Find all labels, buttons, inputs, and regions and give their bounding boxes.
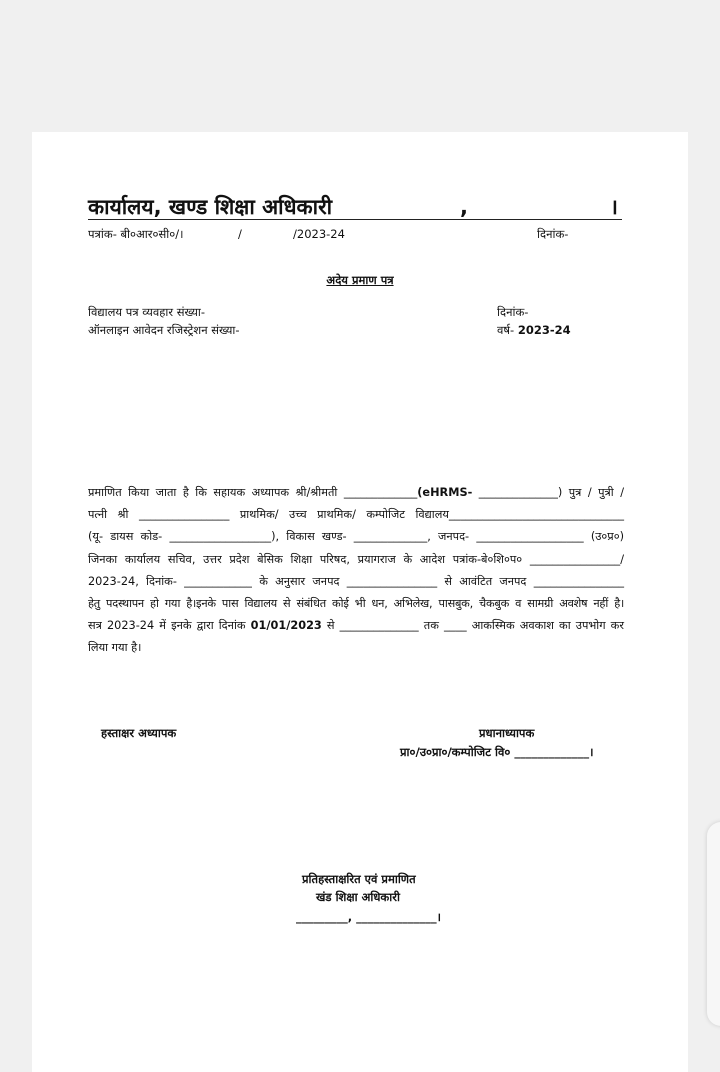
body-line	[88, 549, 624, 571]
text-segment: ), विकास खण्ड-	[271, 530, 347, 544]
ref-number: पत्रांक- बी०आर०सी०/।	[88, 227, 184, 241]
text-segment: ______________	[356, 910, 437, 924]
text-segment: आकस्मिक अवकाश का उपभोग कर	[471, 619, 624, 633]
text-segment: प्रा०/उ०प्रा०/कम्पोजिट वि०	[400, 745, 511, 759]
meta-date-label: दिनांक-	[497, 305, 529, 319]
text-segment: ________________	[533, 574, 625, 588]
text-segment: _____________	[353, 530, 428, 544]
document-page	[32, 132, 688, 1072]
body-line	[88, 482, 624, 504]
year-value: 2023-24	[517, 323, 571, 337]
body-line	[88, 615, 624, 637]
text-segment: ___________________	[476, 530, 584, 544]
text-segment: प्राथमिक/ उच्च प्राथमिक/ कम्पोजिट विद्यालय_______________________________	[239, 508, 625, 522]
text-segment: पत्नी श्री	[88, 508, 129, 522]
ref-slash: /	[238, 227, 242, 241]
text-segment: तक	[423, 619, 439, 633]
text-segment: (उ०प्र०)	[590, 530, 624, 544]
year-label: वर्ष-	[497, 323, 515, 337]
text-segment: ______________	[478, 486, 558, 499]
meta-year	[497, 323, 571, 338]
text-segment: ________________	[138, 508, 230, 522]
text-segment: 01/01/2023	[250, 619, 322, 633]
text-segment: ) पुत्र / पुत्री /	[557, 486, 625, 499]
text-segment: के अनुसार जनपद	[259, 574, 340, 588]
text-segment: ,	[347, 910, 353, 924]
text-segment: जिनका कार्यालय सचिव, उत्तर प्रदेश बेसिक शिक्षा परिषद, प्रयागराज के आदेश पत्रांक-बे०शि०प०	[88, 552, 523, 566]
body-line	[88, 526, 624, 548]
text-segment: 2023-24, दिनांक-	[88, 574, 177, 588]
teacher-signature-label: हस्ताक्षर अध्यापक	[101, 726, 177, 740]
body-line	[88, 571, 624, 593]
ref-year: /2023-24	[293, 227, 345, 241]
text-segment: ।	[589, 745, 594, 759]
text-segment: लिया गया है।	[88, 641, 142, 655]
office-heading	[88, 195, 622, 220]
text-segment: से आवंटित जनपद	[444, 574, 527, 588]
heading-comma: ,	[460, 195, 468, 219]
text-segment: प्रमाणित किया जाता है कि सहायक अध्यापक श्री/श्रीमती	[88, 486, 338, 499]
body-line	[88, 637, 624, 659]
beo-place-date	[296, 910, 441, 925]
side-panel-handle[interactable]	[707, 822, 720, 1026]
text-segment: _________	[296, 910, 348, 924]
text-segment: __________________	[169, 530, 272, 544]
text-segment: (यू- डायस कोड-	[88, 530, 163, 544]
body-line	[88, 504, 624, 526]
online-registration-number: ऑनलाइन आवेदन रजिस्ट्रेशन संख्या-	[88, 323, 240, 337]
text-segment: ________________/	[529, 552, 624, 566]
text-segment: से	[326, 619, 335, 633]
school-letter-number: विद्यालय पत्र व्यवहार संख्या-	[88, 305, 205, 319]
office-title: कार्यालय, खण्ड शिक्षा अधिकारी	[88, 195, 333, 219]
heading-danda: ।	[610, 195, 618, 219]
headmaster-school	[400, 745, 594, 760]
beo-label: खंड शिक्षा अधिकारी	[316, 890, 400, 904]
headmaster-label: प्रधानाध्यापक	[479, 726, 535, 740]
header-date-label: दिनांक-	[537, 227, 569, 241]
document-title: अदेय प्रमाण पत्र	[326, 273, 394, 287]
text-segment: (eHRMS-	[417, 486, 473, 499]
text-segment: , जनपद-	[427, 530, 470, 544]
text-segment: _____________	[514, 745, 590, 759]
countersigned-label: प्रतिहस्ताक्षरित एवं प्रमाणित	[302, 872, 416, 886]
text-segment: ____	[444, 619, 467, 633]
text-segment: _____________	[343, 486, 418, 499]
text-segment: ____________	[184, 574, 252, 588]
text-segment: ______________	[339, 619, 419, 633]
text-segment: ।	[436, 910, 441, 924]
text-segment: ________________	[346, 574, 438, 588]
body-line	[88, 593, 624, 615]
certificate-body	[88, 482, 624, 660]
text-segment: सत्र 2023-24 में इनके द्वारा दिनांक	[88, 619, 246, 633]
text-segment: हेतु पदस्थापन हो गया है।इनके पास विद्यालय से संबंधित कोई भी धन, अभिलेख, पासबुक, चैकबुक व सामग्री अवशेष नहीं है।	[88, 597, 624, 611]
